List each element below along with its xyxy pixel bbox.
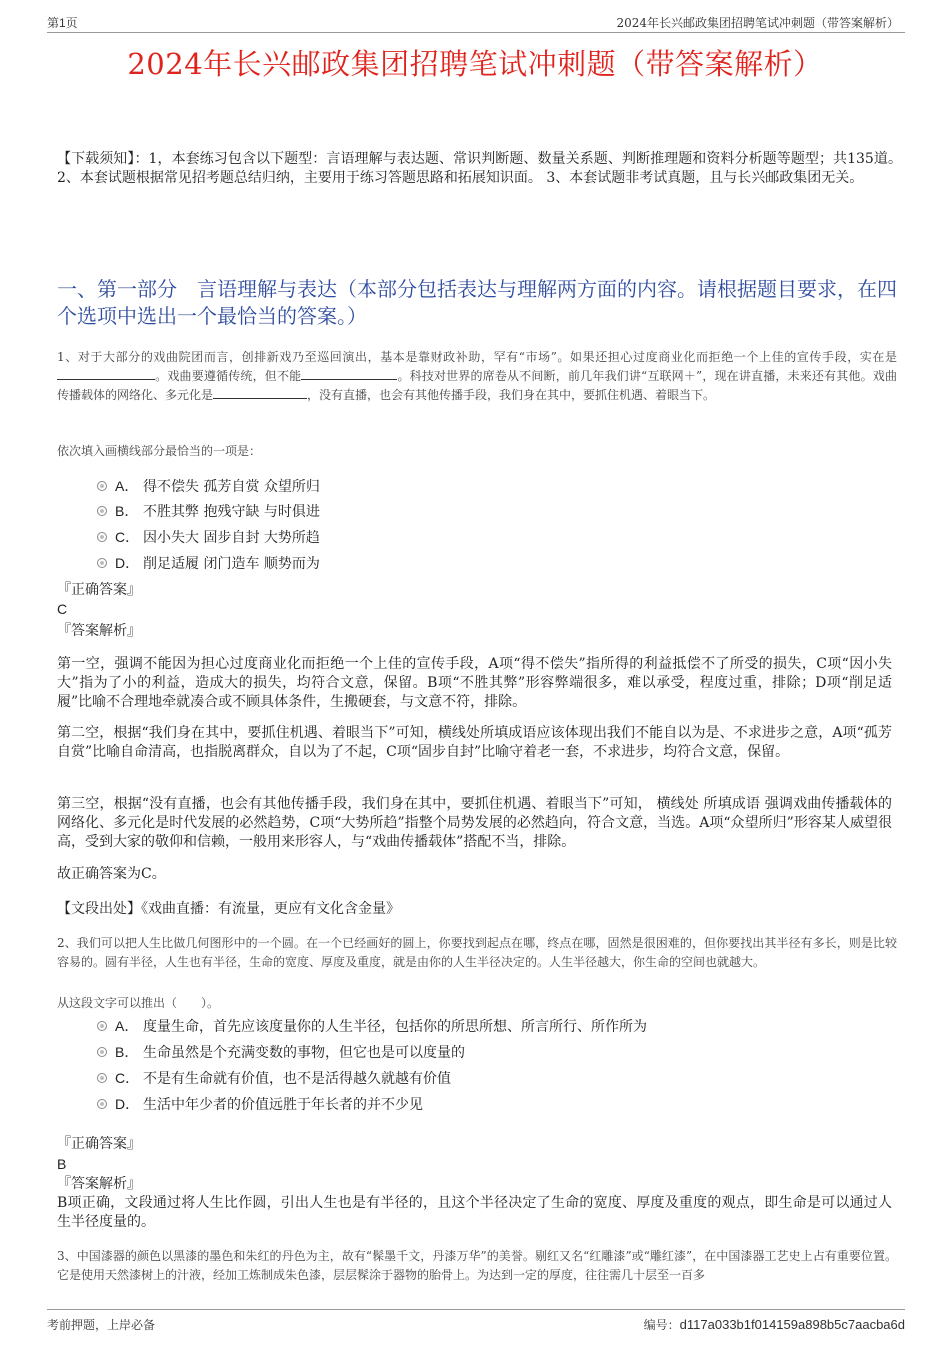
option-text: 不是有生命就有价值，也不是活得越久就越有价值 <box>143 1071 451 1087</box>
option-text: 度量生命，首先应该度量你的人生半径，包括你的所思所想、所言所行、所作所为 <box>143 1019 647 1035</box>
q1-analysis-3: 第三空，根据“没有直播，也会有其他传播手段，我们身在其中，要抓住机遇、着眼当下”可知， 横线处 所填成语 强调戏曲传播载体的网络化、多元化是时代发展的必然趋势，C项“大势所趋”指整个局势发展的必然趋向，符合文意，当选。A项“众望所归”形容某人威望很高，受到大家的敬仰和信赖，一般用来形容人，与“戏曲传播载体”搭配不当，排除。 <box>57 796 892 850</box>
q1-answer: C <box>57 601 68 617</box>
question-3-text: 3、中国漆器的颜色以黑漆的墨色和朱红的丹色为主，故有“髹墨千文，丹漆万华”的美誉。剔红又名“红雕漆”或“雕红漆”，在中国漆器工艺史上占有重要位置。它是使用天然漆树上的汁液，经加工炼制成朱色漆，层层髹涂于器物的胎骨上。为达到一定的厚度，往往需几十层至一百多 <box>57 1249 897 1282</box>
blank-1 <box>57 367 155 380</box>
q2-answer-label: 『正确答案』 <box>57 1136 141 1152</box>
blank-3 <box>213 386 307 399</box>
question-2-text: 2、我们可以把人生比做几何图形中的一个圆。在一个已经画好的圆上，你要找到起点在哪，终点在哪，固然是很困难的，但你要找出其半径有多长，则是比较容易的。圆有半径，人生也有半径，生命的宽度、厚度及重度，就是由你的人生半径决定的。人生半径越大，你生命的空间也就越大。 <box>57 936 897 969</box>
option-letter: C． <box>115 1070 140 1086</box>
radio-icon[interactable] <box>97 532 107 542</box>
radio-icon[interactable] <box>97 481 107 491</box>
q2-option-a[interactable] <box>97 1016 647 1036</box>
q2-answer: B <box>57 1156 67 1172</box>
q2-option-b[interactable] <box>97 1042 465 1062</box>
option-letter: A． <box>115 478 139 494</box>
option-letter: B． <box>115 1044 139 1060</box>
option-text: 得不偿失 孤芳自赏 众望所归 <box>143 479 320 495</box>
option-text: 不胜其弊 抱残守缺 与时俱进 <box>143 504 320 520</box>
q1-analysis-2: 第二空，根据“我们身在其中，要抓住机遇、着眼当下”可知，横线处所填成语应该体现出我们不能自以为是、不求进步之意，A项“孤芳自赏”比喻自命清高，也指脱离群众，自以为了不起，C项“固步自封”比喻守着老一套，不求进步，均符合文意，保留。 <box>57 725 892 760</box>
footer-code-label: 编号： <box>643 1318 680 1332</box>
section-title: 一、第一部分 言语理解与表达（本部分包括表达与理解两方面的内容。请根据题目要求，在四个选项中选出一个最恰当的答案。） <box>57 277 897 328</box>
option-letter: D． <box>115 1096 140 1112</box>
option-letter: C． <box>115 529 140 545</box>
question-1-part-b: 。戏曲要遵循传统，但不能 <box>155 369 302 383</box>
question-1-text <box>57 348 897 405</box>
q1-analysis-label: 『答案解析』 <box>57 623 141 639</box>
q1-analysis-1: 第一空，强调不能因为担心过度商业化而拒绝一个上佳的宣传手段，A项“得不偿失”指所得的利益抵偿不了所受的损失，C项“因小失大”指为了小的利益，造成大的损失，均符合文意，保留。B项“不胜其弊”形容弊端很多，难以承受，程度过重，排除；D项“削足适履”比喻不合理地牵就凑合或不顾具体条件，生搬硬套，与文意不符，排除。 <box>57 656 892 710</box>
download-notice: 【下载须知】：1，本套练习包含以下题型：言语理解与表达题、常识判断题、数量关系题、判断推理题和资料分析题等题型；共135道。 2、本套试题根据常见招考题总结归纳，主要用于练习答题思路和拓展知识面。 3、本套试题非考试真题，且与长兴邮政集团无关。 <box>57 151 902 186</box>
q2-option-c[interactable] <box>97 1068 451 1088</box>
page-title: 2024年长兴邮政集团招聘笔试冲刺题（带答案解析） <box>127 47 823 81</box>
radio-icon[interactable] <box>97 558 107 568</box>
option-letter: A． <box>115 1018 139 1034</box>
blank-2 <box>301 367 397 380</box>
option-letter: D． <box>115 555 140 571</box>
option-text: 生活中年少者的价值远胜于年长者的并不少见 <box>143 1097 423 1113</box>
option-text: 削足适履 闭门造车 顺势而为 <box>143 556 320 572</box>
option-letter: B． <box>115 503 139 519</box>
q2-analysis: B项正确，文段通过将人生比作圆，引出人生也是有半径的，且这个半径决定了生命的宽度、厚度及重度的观点，即生命是可以通过人生半径度量的。 <box>57 1195 892 1230</box>
q1-analysis-4: 故正确答案为C。 <box>57 866 166 882</box>
option-text: 因小失大 固步自封 大势所趋 <box>143 530 320 546</box>
radio-icon[interactable] <box>97 1021 107 1031</box>
question-2-prompt: 从这段文字可以推出（ ）。 <box>57 996 220 1010</box>
page-footer <box>47 1309 905 1340</box>
footer-code <box>644 1316 905 1333</box>
footer-code-value: d117a033b1f014159a898b5c7aacba6d <box>679 1317 905 1332</box>
q2-analysis-label: 『答案解析』 <box>57 1176 141 1192</box>
q1-option-a[interactable] <box>97 476 320 496</box>
q1-option-b[interactable] <box>97 501 320 521</box>
q1-source: 【文段出处】《戏曲直播：有流量，更应有文化含金量》 <box>57 901 400 917</box>
option-text: 生命虽然是个充满变数的事物，但它也是可以度量的 <box>143 1045 465 1061</box>
q1-option-c[interactable] <box>97 527 320 547</box>
radio-icon[interactable] <box>97 506 107 516</box>
header-doc-title: 2024年长兴邮政集团招聘笔试冲刺题（带答案解析） <box>616 16 899 30</box>
q2-option-d[interactable] <box>97 1094 423 1114</box>
radio-icon[interactable] <box>97 1073 107 1083</box>
footer-slogan: 考前押题，上岸必备 <box>47 1318 156 1332</box>
radio-icon[interactable] <box>97 1047 107 1057</box>
question-1-prompt: 依次填入画横线部分最恰当的一项是： <box>57 444 262 458</box>
question-1-part-d: ，没有直播，也会有其他传播手段，我们身在其中，要抓住机遇、着眼当下。 <box>307 388 716 402</box>
question-1-part-c: 。科技对世界的席卷从不间断，前几年我们讲“互联网＋”，现在讲直播，未来还有其他。戏曲传播载体的网络化、多元化是 <box>57 369 897 402</box>
q1-option-d[interactable] <box>97 553 320 573</box>
question-1-part-a: 1、对于大部分的戏曲院团而言，创排新戏乃至巡回演出，基本是靠财政补助，罕有“市场”。如果还担心过度商业化而拒绝一个上佳的宣传手段，实在是 <box>57 350 897 364</box>
page-header <box>47 12 905 33</box>
radio-icon[interactable] <box>97 1099 107 1109</box>
q1-answer-label: 『正确答案』 <box>57 582 141 598</box>
page-number: 第1页 <box>47 16 78 30</box>
